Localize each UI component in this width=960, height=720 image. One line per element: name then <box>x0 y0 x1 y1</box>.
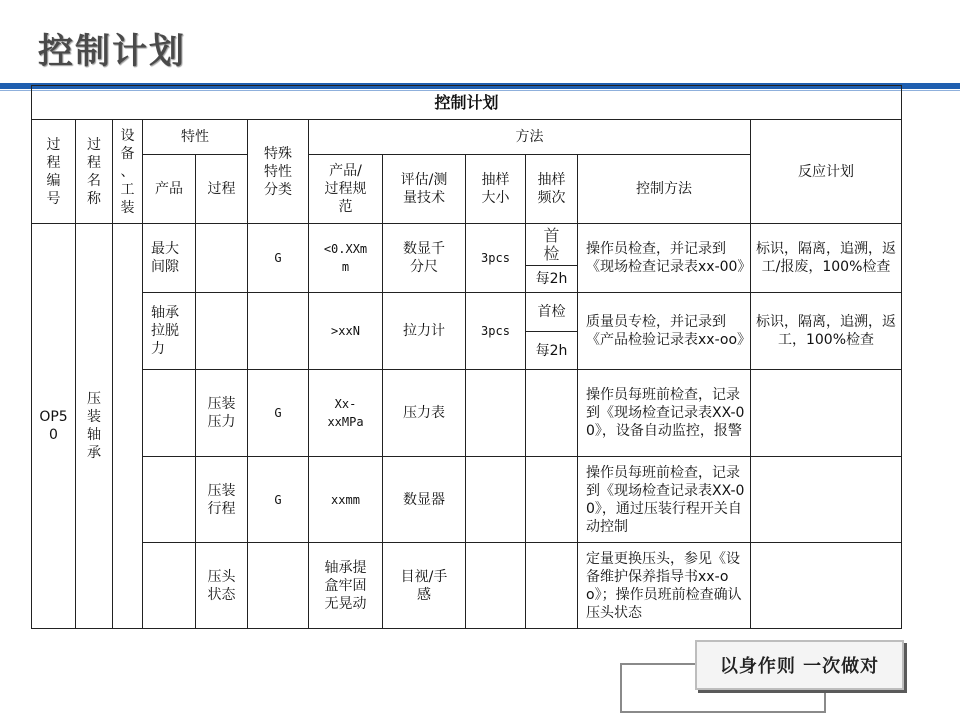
cell-reaction <box>751 457 902 543</box>
cell-product <box>143 457 196 543</box>
header-characteristic: 特性 <box>143 120 248 155</box>
header-eval-tech: 评估/测 量技术 <box>383 155 466 224</box>
cell-control: 操作员检查，并记录到《现场检查记录表xx-00》 <box>578 224 751 293</box>
slogan-box: 以身作则 一次做对 <box>695 640 904 690</box>
cell-spec: >xxN <box>309 293 383 370</box>
cell-special: G <box>248 370 309 457</box>
cell-control: 质量员专检，并记录到《产品检验记录表xx-oo》 <box>578 293 751 370</box>
cell-spec: xxmm <box>309 457 383 543</box>
table-row <box>32 293 902 332</box>
cell-process <box>196 293 248 370</box>
header-process-no: 过 程 编 号 <box>32 120 76 224</box>
cell-product <box>143 543 196 629</box>
cell-size: 3pcs <box>466 224 526 293</box>
cell-spec: 轴承提 盒牢固 无晃动 <box>309 543 383 629</box>
cell-product: 轴承 拉脱 力 <box>143 293 196 370</box>
header-special-class: 特殊 特性 分类 <box>248 120 309 224</box>
header-method: 方法 <box>309 120 751 155</box>
header-row-1 <box>32 120 902 155</box>
cell-reaction: 标识，隔离，追溯，返工，100%检查 <box>751 293 902 370</box>
cell-spec: <0.XXm m <box>309 224 383 293</box>
cell-reaction <box>751 370 902 457</box>
cell-process: 压装 压力 <box>196 370 248 457</box>
cell-freq-top: 首检 <box>526 293 578 332</box>
cell-freq <box>526 543 578 629</box>
table-title-row <box>32 86 902 120</box>
table-row <box>32 543 902 629</box>
header-spec: 产品/ 过程规 范 <box>309 155 383 224</box>
cell-freq-bottom: 每2h <box>526 332 578 370</box>
cell-process: 压装 行程 <box>196 457 248 543</box>
cell-product: 最大 间隙 <box>143 224 196 293</box>
cell-size <box>466 543 526 629</box>
cell-reaction <box>751 543 902 629</box>
cell-control: 定量更换压头，参见《设备维护保养指导书xx-oo》；操作员班前检查确认压头状态 <box>578 543 751 629</box>
table-row <box>32 457 902 543</box>
header-reaction-plan: 反应计划 <box>751 120 902 224</box>
cell-freq <box>526 370 578 457</box>
cell-product <box>143 370 196 457</box>
cell-control: 操作员每班前检查，记录到《现场检查记录表XX-00》，设备自动监控，报警 <box>578 370 751 457</box>
cell-eval: 压力表 <box>383 370 466 457</box>
cell-op-no: OP5 0 <box>32 224 76 629</box>
cell-special <box>248 293 309 370</box>
header-control-method: 控制方法 <box>578 155 751 224</box>
header-process-name: 过 程 名 称 <box>76 120 113 224</box>
header-process: 过程 <box>196 155 248 224</box>
cell-reaction: 标识，隔离，追溯，返工/报废，100%检查 <box>751 224 902 293</box>
table-title: 控制计划 <box>434 92 499 112</box>
cell-size: 3pcs <box>466 293 526 370</box>
header-sample-freq: 抽样 频次 <box>526 155 578 224</box>
table-row <box>32 370 902 457</box>
table-row <box>32 224 902 266</box>
header-equipment: 设 备 、 工 装 <box>113 120 143 224</box>
cell-process <box>196 224 248 293</box>
cell-eval: 拉力计 <box>383 293 466 370</box>
cell-spec: Xx- xxMPa <box>309 370 383 457</box>
control-plan-table <box>31 85 902 629</box>
cell-special <box>248 543 309 629</box>
cell-size <box>466 370 526 457</box>
cell-freq <box>526 457 578 543</box>
cell-special: G <box>248 457 309 543</box>
cell-eval: 数显器 <box>383 457 466 543</box>
cell-eval: 数显千 分尺 <box>383 224 466 293</box>
cell-special: G <box>248 224 309 293</box>
cell-op-name: 压 装 轴 承 <box>76 224 113 629</box>
cell-process: 压头 状态 <box>196 543 248 629</box>
cell-control: 操作员每班前检查，记录到《现场检查记录表XX-00》，通过压装行程开关自动控制 <box>578 457 751 543</box>
cell-eval: 目视/手 感 <box>383 543 466 629</box>
header-product: 产品 <box>143 155 196 224</box>
header-sample-size: 抽样 大小 <box>466 155 526 224</box>
cell-freq-bottom: 每2h <box>526 266 578 293</box>
cell-size <box>466 457 526 543</box>
cell-freq-top: 首 检 <box>526 224 578 266</box>
page-title: 控制计划 <box>38 31 187 72</box>
cell-equipment <box>113 224 143 629</box>
